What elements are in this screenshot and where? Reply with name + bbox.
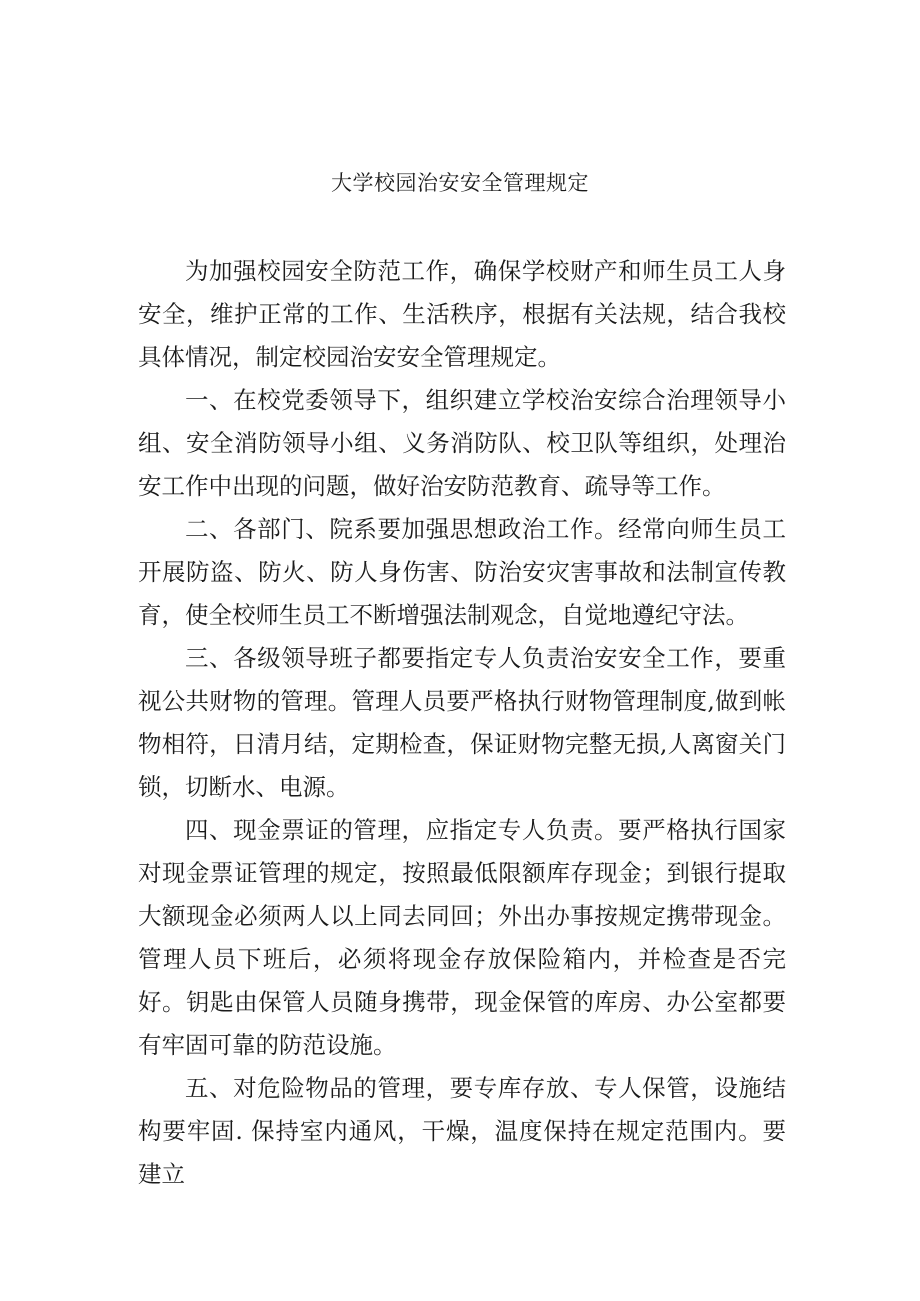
document-title: 大学校园治安安全管理规定: [331, 171, 589, 195]
document-body: [138, 250, 786, 1196]
paragraph-article-1: 一、在校党委领导下，组织建立学校治安综合治理领导小组、安全消防领导小组、义务消防队、校卫队等组织，处理治安工作中出现的问题，做好治安防范教育、疏导等工作。: [138, 386, 786, 500]
paragraph-article-5: 五、对危险物品的管理，要专库存放、专人保管，设施结构要牢固. 保持室内通风，干燥，温度保持在规定范围内。要建立: [138, 1074, 786, 1188]
paragraph-intro: 为加强校园安全防范工作，确保学校财产和师生员工人身安全，维护正常的工作、生活秩序，根据有关法规，结合我校具体情况，制定校园治安安全管理规定。: [138, 257, 786, 371]
paragraph-article-2: 二、各部门、院系要加强思想政治工作。经常向师生员工开展防盗、防火、防人身伤害、防治安灾害事故和法制宣传教育，使全校师生员工不断增强法制观念，自觉地遵纪守法。: [138, 515, 786, 629]
paragraph-article-3: 三、各级领导班子都要指定专人负责治安安全工作，要重视公共财物的管理。管理人员要严格执行财物管理制度,做到帐物相符，日清月结，定期检查，保证财物完整无损,人离窗关门锁，切断水、电源。: [138, 644, 786, 801]
paragraph-article-4: 四、现金票证的管理，应指定专人负责。要严格执行国家对现金票证管理的规定，按照最低限额库存现金；到银行提取大额现金必须两人以上同去同回；外出办事按规定携带现金。管理人员下班后，必须将现金存放保险箱内，并检查是否完好。钥匙由保管人员随身携带，现金保管的库房、办公室都要有牢固可靠的防范设施。: [138, 816, 786, 1059]
